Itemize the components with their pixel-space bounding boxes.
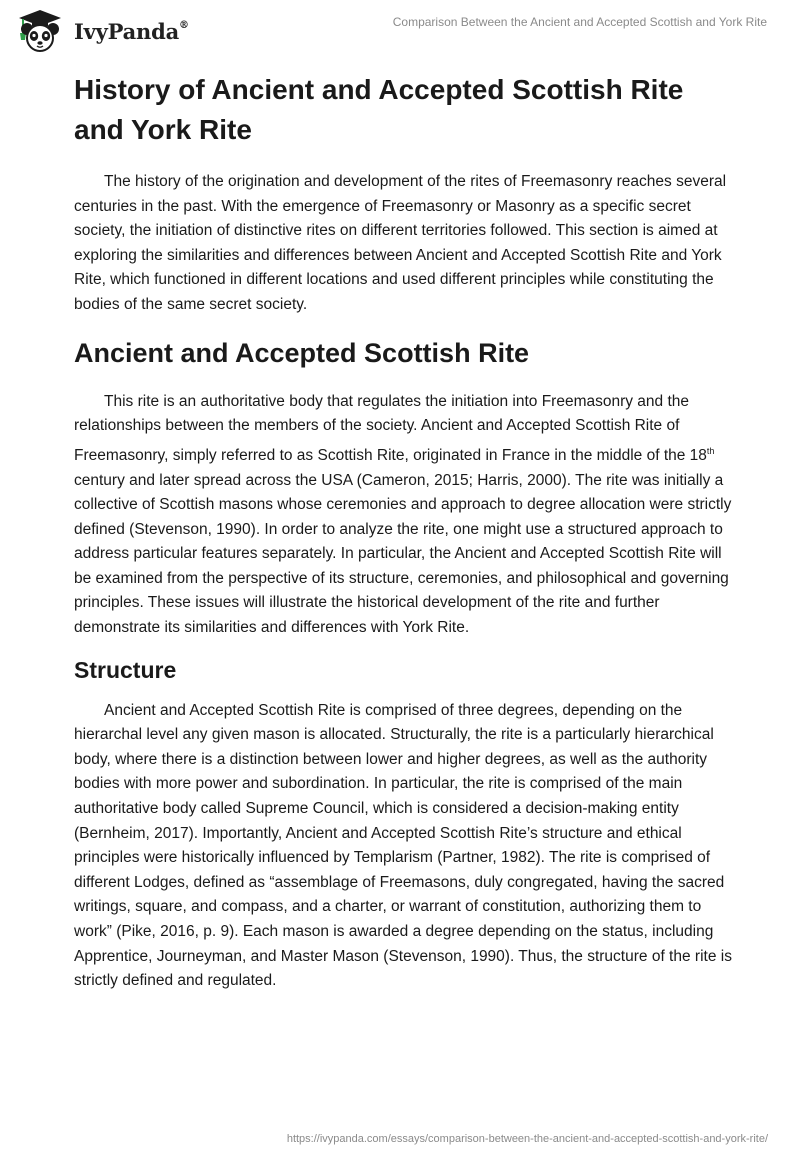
ordinal-suffix: th	[706, 445, 715, 456]
source-url-link[interactable]: https://ivypanda.com/essays/comparison-between-the-ancient-and-accepted-scottish-and-york-rite/	[286, 1133, 768, 1145]
history-heading: History of Ancient and Accepted Scottish Rite and York Rite	[74, 74, 684, 145]
logo-wordmark	[74, 19, 189, 44]
essay-content	[74, 70, 734, 994]
document-title: Comparison Between the Ancient and Accepted Scottish and York Rite	[392, 15, 767, 29]
structure-paragraph: Ancient and Accepted Scottish Rite is comprised of three degrees, depending on the hierarchal level any given mason is allocated. Structurally, the rite is a particularly hierarchical body, where there is a distinction between lower and higher degrees, as well as the authority bodies with more power and subordination. In particular, the rite is comprised of the main authoritative body called Supreme Council, which is considered a decision-making entity (Bernheim, 2017). Importantly, Ancient and Accepted Scottish Rite’s structure and ethical principles were historically influenced by Templarism (Partner, 1982). The rite is comprised of different Lodges, defined as “assemblage of Freemasons, duly congregated, having the sacred writings, square, and compass, and a charter, or warrant of constitution, authorizing them to work” (Pike, 2016, p. 9). Each mason is awarded a degree depending on the status, including Apprentice, Journeyman, and Master Mason (Stevenson, 1990). Thus, the structure of the rite is strictly defined and regulated.	[74, 701, 732, 990]
scottish-rite-paragraph	[74, 390, 734, 641]
scottish-paragraph-part1: This rite is an authoritative body that regulates the initiation into Freemasonry and the relationships between the members of the society. Ancient and Accepted Scottish Rite of Freemasonry, simply referred to as Scottish Rite, originated in France in the middle of the 18	[74, 392, 707, 464]
page-header	[0, 0, 800, 62]
structure-heading: Structure	[74, 656, 177, 683]
logo-text: IvyPanda	[74, 18, 180, 44]
ivypanda-logo[interactable]	[14, 8, 189, 54]
panda-graduate-icon	[14, 8, 66, 54]
history-paragraph: The history of the origination and development of the rites of Freemasonry reaches several centuries in the past. With the emergence of Freemasonry or Masonry as a specific secret society, the initiation of distinctive rites on different territories followed. This section is aimed at exploring the similarities and differences between Ancient and Accepted Scottish Rite and York Rite, which functioned in different locations and used different principles while constituting the bodies of the same secret society.	[74, 173, 727, 313]
scottish-paragraph-part2: century and later spread across the USA (Cameron, 2015; Harris, 2000). The rite was initially a collective of Scottish masons whose ceremonies and approach to degree allocation were strictly defined (Stevenson, 1990). In order to analyze the rite, one might use a structured approach to address particular features separately. In particular, the Ancient and Accepted Scottish Rite will be examined from the perspective of its structure, ceremonies, and philosophical and governing principles. These issues will illustrate the historical development of the rite and further demonstrate its similarities and differences with York Rite.	[74, 471, 732, 637]
scottish-rite-heading: Ancient and Accepted Scottish Rite	[74, 337, 530, 368]
registered-mark: ®	[179, 19, 189, 31]
